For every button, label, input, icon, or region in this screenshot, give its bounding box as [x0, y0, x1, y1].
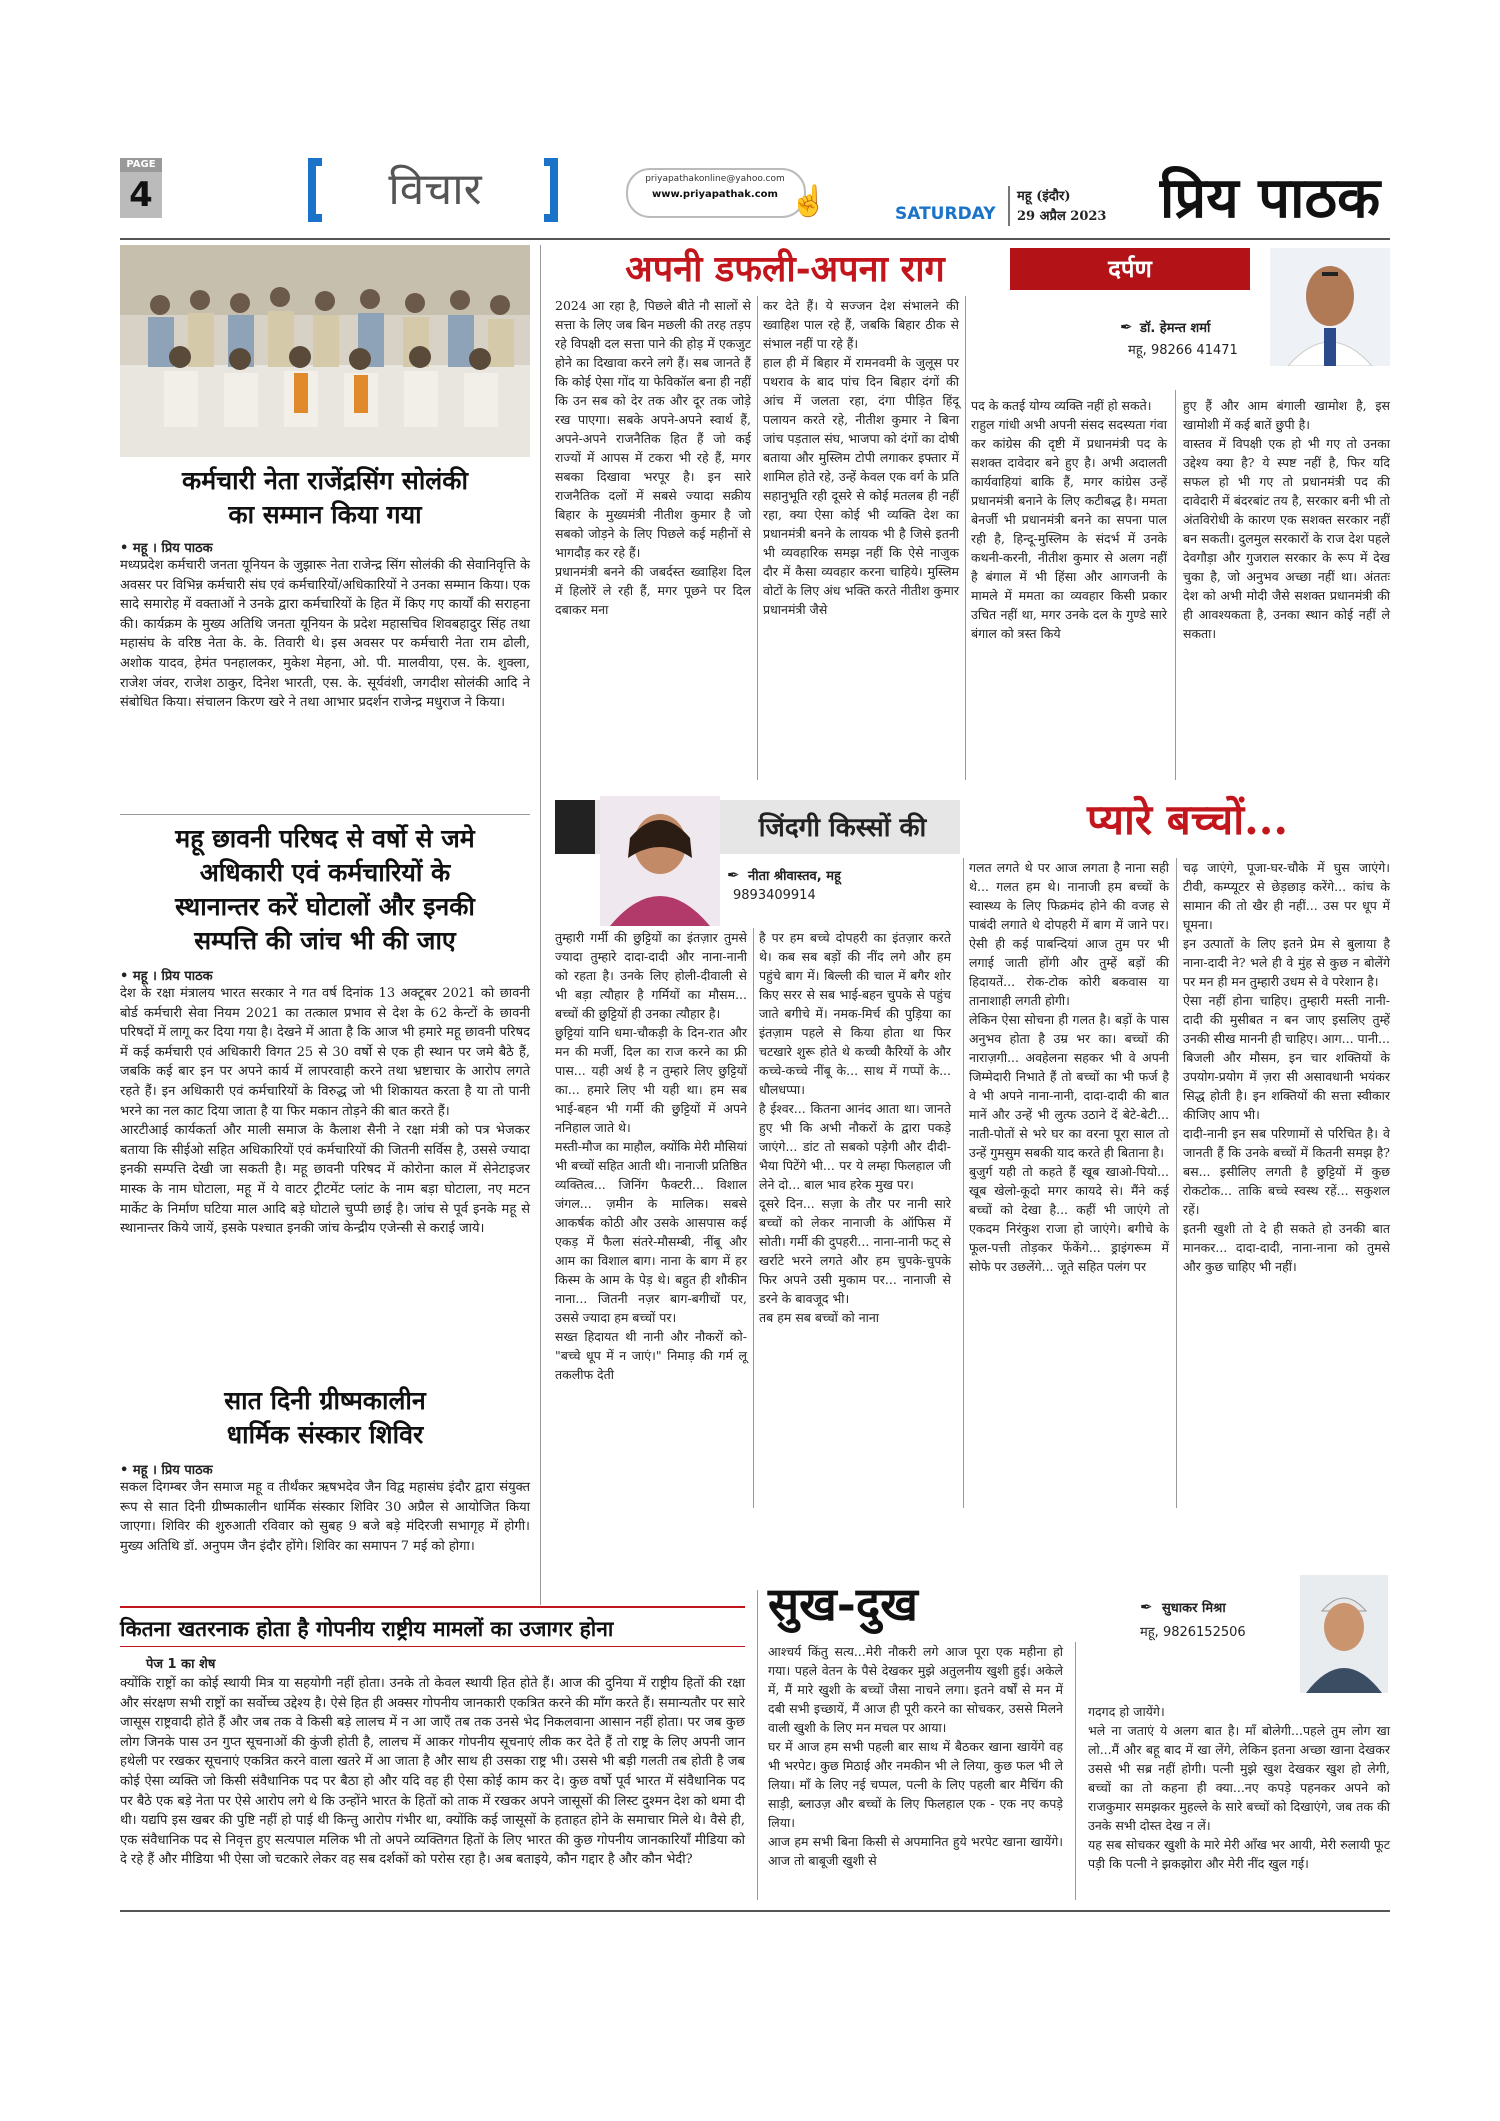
- article6-subhead: पेज 1 का शेष: [146, 1657, 216, 1672]
- article7-author-photo: [1300, 1575, 1388, 1693]
- page-number: 4: [120, 172, 162, 218]
- article2-headline: महू छावनी परिषद से वर्षो से जमे अधिकारी एवं कर्मचारियों के स्थानान्तर करें घोटालों और इनकी सम्पत्ति की जांच भी की जाए: [175, 824, 475, 955]
- contact-website[interactable]: www.priyapathak.com: [652, 189, 778, 200]
- col-sep-f: [1176, 858, 1177, 1508]
- article2-body: देश के रक्षा मंत्रालय भारत सरकार ने गत वर्ष दिनांक 13 अक्टूबर 2021 को छावनी बोर्ड कर्मचारी सेवा नियम 2021 का तत्काल प्रभाव से देश के 62 केन्टों के छावनी परिषदों में लागू कर दिया गया है। देखने में आता है कि आज भी हमारे महू छावनी परिषद में कई कर्मचारी एवं अधिकारी विगत 25 से 30 वर्षो से एक ही स्थान पर जमे बैठे हैं, जबकि कई बार इन पर अपने कार्य में लापरवाही करने तथा भ्रष्टाचार के आरोप लगते रहते हैं। इन अधिकारी एवं कर्मचारियों के विरुद्ध जो भी शिकायत करता है या तो पानी भरने का नल काट दिया जाता है या फिर मकान तोड़ने की बात करते हैं। आरटीआई कार्यकर्ता और माली समाज के कैलाश सैनी ने रक्षा मंत्री को पत्र भेजकर बताया कि सीईओ सहित अधिकारियों एवं कर्मचारियों की जितनी सर्विस है, उससे ज्यादा इनकी सम्पत्ति देखी जा सकती है। महू छावनी परिषद में कोरोना काल में सेनेटाइजर मास्क के नाम घोटाला, महू में ये वाटर ट्रीटमेंट प्लांट के नाम बड़ा घोटाला, नए मटन मार्केट के निर्माण घटिया माल आदि बड़े घोटाले चुप्पी छाई है। जांच से पूर्व इनके महू से स्थानान्तर किये जायें, इसके पश्चात इनकी जांच केन्द्रीय एजेन्सी से कराई जाये।: [120, 986, 530, 1237]
- section-bracket-left: [308, 158, 322, 222]
- article5-col4: चढ़ जाएंगे, पूजा-घर-चौके में घुस जाएंगे। टीवी, कम्प्यूटर से छेड़छाड़ करेंगे... कांच के सामान की तो खैर ही नहीं... उस पर धूप में घूमना। इन उत्पातों के लिए इतने प्रेम से बुलाया है नाना-दादी ने? भले ही वे मुंह से कुछ न बोलेंगे पर मन ही मन तुम्हारी उधम से वे परेशान है। ऐसा नहीं होना चाहिए। तुम्हारी मस्ती नानी-दादी की मुसीबत न बन जाए इसलिए तुम्हें उनकी सीख माननी ही चाहिए। आग... पानी... बिजली और मौसम, इन चार शक्तियों के उपयोग-प्रयोग में ज़रा सी असावधानी भयंकर सिद्ध होती है। इन शक्तियों की सत्ता स्वीकार कीजिए आप भी। दादी-नानी इन सब परिणामों से परिचित है। वे जानती हैं कि उनके बच्चों में कितनी समझ है? बस... इसीलिए लगती है छुट्टियों में कुछ रोकटोक... ताकि बच्चे स्वस्थ रहें... सकुशल रहें। इतनी खुशी तो दे ही सकते हो उनकी बात मानकर... दादा-दादी, नाना-नाना को तुमसे और कुछ चाहिए भी नहीं।: [1183, 860, 1390, 1274]
- darpan-author-photo: [1270, 248, 1390, 366]
- article1-body: मध्यप्रदेश कर्मचारी जनता यूनियन के जुझारू नेता राजेन्द्र सिंग सोलंकी की सेवानिवृत्ति के अवसर पर विभिन्न कर्मचारी संघ एवं कर्मचारियों/अधिकारियों ने उनका सम्मान किया। एक सादे समारोह में वक्ताओं ने उनके द्वारा कर्मचारियों के हित में किए गए कार्यों की सराहना की। कार्यक्रम के मुख्य अतिथि जनता यूनियन के प्रदेश महासचिव शिवबहादुर सिंह तथा महासंघ के वरिष्ठ नेता के. के. तिवारी थे। इस अवसर पर कर्मचारी नेता राम ढोली, अशोक यादव, हेमंत पनहालकर, मुकेश मेहना, ओ. पी. मालवीया, एस. के. शुक्ला, राजेश जंवर, राजेश ठाकुर, दिनेश भारती, एस. के. सूर्यवंशी, जगदीश सोलंकी आदि ने संबोधित किया। संचालन किरण खरे ने तथा आभार प्रदर्शन राजेन्द्र मधुराज ने किया।: [120, 558, 530, 711]
- column-rule-2: [757, 1590, 758, 1900]
- article4-col3: पद के कतई योग्य व्यक्ति नहीं हो सकते। राहुल गांधी अभी अपनी संसद सदस्यता गंवा कर कांग्रेस की दृष्टी में प्रधानमंत्री पद के सशक्त दावेदार बने हुए है। अभी अदालती कार्यवाहियां बाकि हैं, मगर कांग्रेस उन्हें प्रधानमंत्री बनाने के लिए कटीबद्ध है। ममता बेनर्जी भी प्रधानमंत्री बनने का सपना पाल रही है, हिन्दू-मुस्लिम के संदर्भ में उनके कथनी-करनी, नीतीश कुमार से अलग नहीं है बंगाल में भी हिंसा और आगजनी के मामले में ममता का व्यवहार किसी प्रकार उचित नहीं था, मगर उनके दल के गुण्डे सारे बंगाल को त्रस्त किये: [971, 398, 1167, 641]
- article6-body: क्योंकि राष्ट्रों का कोई स्थायी मित्र या सहयोगी नहीं होता। उनके तो केवल स्थायी हित होते हैं। आज की दुनिया में राष्ट्रीय हितों की रक्षा और संरक्षण सभी राष्ट्रों का सर्वोच्च उद्देश्य है। ऐसे हित ही अक्सर गोपनीय जानकारी एकत्रित करने की माँग करते हैं। समान्यतौर पर सारे जासूस राष्ट्रवादी होते हैं और जब तक वे किसी बड़े लालच में न आ जाएँ तब तक उनसे भेद निकलवाना आसान नहीं होता। पर जब कुछ लोग जिनके पास उन गुप्त सूचनाओं की कुंजी होती है, लालच में आकर गोपनीय सूचनाएं लीक कर देते हैं तो राष्ट्र के लिए अपनी जान हथेली पर रखकर सूचनाएं एकत्रित करने वाला खतरे में आ जाता है और साथ ही उसका राष्ट्र भी। उससे भी बड़ी गलती तब होती है जब कोई ऐसा व्यक्ति जो किसी संवैधानिक पद पर बैठा हो और यदि वह ही ऐसा कोई काम कर दे। कुछ वर्षो पूर्व भारत में संवैधानिक पद पर बैठे एक बड़े नेता पर ऐसे आरोप लगे थे कि उन्होंने भारत के हितों को ताक में रखकर अपने जासूसों की लिस्ट दुश्मन देश को थमा दी थी। यद्यपि इस खबर की पुष्टि नहीं हो पाई थी किन्तु आरोप गंभीर था, क्योंकि कई जासूसों के हताहत होने के समाचार मिले थे। वैसे ही, एक संवैधानिक पद से निवृत्त हुए सत्यपाल मलिक भी तो अपने व्यक्तिगत हितों के लिए भारत की कुछ गोपनीय जानकारियाँ मीडिया को दे रहे हैं और मीडिया भी ऐसा जो चटकारे लेकर वह सब दर्शकों को परोस रहा है। अब बताइये, कौन गद्दार है और कौन भेदी?: [120, 1676, 745, 1868]
- column-rule-1: [540, 245, 541, 1605]
- left-rule-1: [120, 814, 530, 815]
- article5-headline: प्यारे बच्चों...: [1087, 795, 1288, 844]
- felicitation-photo: [120, 245, 530, 457]
- article6-underline: [120, 1646, 745, 1647]
- article5-col2: है पर हम बच्चे दोपहरी का इंतज़ार करते थे। कब सब बड़ों की नींद लगे और हम पहुंचे बाग में। बिल्ली की चाल में बगैर शोर किए सरर से सब भाई-बहन चुपके से पहुंच जाते बगीचे में। नमक-मिर्च की पुड़िया का इंतज़ाम पहले से किया होता था फिर चटखारे शुरू होते थे कच्ची कैरियों के और कच्चे-कच्चे नींबू के... साथ में गप्पों के... धौलधप्पा। है ईश्वर... कितना आनंद आता था। जानते हुए भी कि अभी नौकरों के द्वारा पकड़े जाएंगे... डांट तो सबको पड़ेगी और दीदी-भैया पिटेंगे भी... पर ये लम्हा फिलहाल जी लेने दो... बाल भाव हरेक मुख पर। दूसरे दिन... सज़ा के तौर पर नानी सारे बच्चों को लेकर नानाजी के ऑफिस में सोती। गर्मी की दुपहरी... नाना-नानी फट् से खर्राटे भरने लगते और हम चुपके-चुपके फिर अपने उसी मुकाम पर... नानाजी से डरने के बावजूद भी। तब हम सब बच्चों को नाना: [759, 930, 951, 1325]
- section-title: विचार: [388, 164, 482, 215]
- bottom-rule: [120, 1910, 1390, 1912]
- cursor-hand-icon: ☝: [790, 184, 828, 219]
- col-sep-c: [1175, 390, 1176, 780]
- day-label: SATURDAY: [895, 204, 996, 224]
- article2-dateline: • महू । प्रिय पाठक: [120, 969, 213, 984]
- article7-col1: आश्चर्य किंतु सत्य...मेरी नौकरी लगे आज पूरा एक महीना हो गया। पहले वेतन के पैसे देखकर मुझे अतुलनीय खुशी हुई। अकेले में, मैं मारे खुशी के बच्चों जैसा नाचने लगा। इतने वर्षों से मन में दबी सभी इच्छायें, मैं आज ही पूरी करने का सोचकर, उससे मिलने वाली खुशी के लिए मन मचल पर आया। घर में आज हम सभी पहली बार साथ में बैठकर खाना खायेंगे वह भी भरपेट। कुछ मिठाई और नमकीन भी ले लिया, कुछ फल भी ले लिया। माँ के लिए नई चप्पल, पत्नी के लिए पहली बार मैचिंग की साड़ी, ब्लाउज़ और बच्चों के लिए फिलहाल एक - एक नए कपड़े लिया। आज हम सभी बिना किसी से अपमानित हुये भरपेट खाना खायेंगे। आज तो बाबूजी खुशी से: [768, 1644, 1063, 1868]
- masthead-rule: [120, 238, 1390, 240]
- col-sep-g: [1075, 1642, 1076, 1900]
- article1-dateline: • महू । प्रिय पाठक: [120, 541, 213, 556]
- col-sep-a: [757, 296, 758, 780]
- article3-headline: सात दिनी ग्रीष्मकालीन धार्मिक संस्कार शिविर: [224, 1386, 426, 1449]
- article7-pen-icon: ✒: [1140, 1598, 1153, 1616]
- col-sep-b: [965, 296, 966, 780]
- page-label: PAGE: [120, 158, 162, 172]
- darpan-pen-icon: ✒: [1120, 318, 1133, 336]
- newspaper-logo: प्रिय पाठक: [1159, 165, 1381, 231]
- darpan-phone: महू, 98266 41471: [1128, 343, 1238, 358]
- section-bracket-right: [544, 158, 558, 222]
- article7-col2: गदगद हो जायेंगे। भले ना जताएं ये अलग बात है। माँ बोलेगी...पहले तुम लोग खा लो...मैं और बहू बाद में खा लेंगे, लेकिन इतना अच्छा खाना देखकर उससे भी सब्र नहीं होगी। पत्नी मुझे खुश देखकर खुश हो लेगी, बच्चों का तो कहना ही क्या...नए कपड़े पहनकर अपने को राजकुमार समझकर मुहल्ले के सारे बच्चों को दिखाएंगे, जब तक की उनके सभी दोस्त देख न लें। यह सब सोचकर खुशी के मारे मेरी आँख भर आयी, मेरी रुलायी फूट पड़ी कि पत्नी ने झकझोरा और मेरी नींद खुल गई।: [1088, 1704, 1390, 1871]
- zindagi-author: नीता श्रीवास्तव, महू: [748, 869, 841, 884]
- article1-headline: कर्मचारी नेता राजेंद्रसिंग सोलंकी का सम्मान किया गया: [182, 466, 468, 529]
- zindagi-label: जिंदगी किस्सों की: [758, 813, 927, 843]
- zindagi-phone: 9893409914: [733, 888, 816, 903]
- article3-dateline: • महू । प्रिय पाठक: [120, 1463, 213, 1478]
- article4-headline: अपनी डफली-अपना राग: [625, 248, 945, 290]
- article7-phone: महू, 9826152506: [1140, 1625, 1246, 1640]
- bottom-rule-left: [120, 1606, 745, 1608]
- article4-col1: 2024 आ रहा है, पिछले बीते नौ सालों से सत्ता के लिए जब बिन मछली की तरह तड़प रहे विपक्षी दल सत्ता पाने की होड़ में एकजुट होने का दिखावा करने लगे हैं। सब जानते हैं कि कोई ऐसा गोंद या फेविकॉल बना ही नहीं कि उन सब को देर तक और दूर तक जोड़े रख पाएगा। सबके अपने-अपने स्वार्थ हैं, अपने-अपने राजनैतिक हित हैं जो कई राज्यों में आपस में टकरा भी रहे हैं, मगर सबका दिखावा भरपूर है। इन सारे राजनैतिक दलों में सबसे ज्यादा सक्रीय बिहार के मुख्यमंत्री नीतीश कुमार है जो सबको जोड़ने के लिए पिछले कई महीनों से भागदौड़ कर रहे हैं। प्रधानमंत्री बनने की जबर्दस्त ख्वाहिश दिल में हिलोरें ले रही हैं, मगर पूछने पर दिल दबाकर मना: [555, 298, 751, 617]
- darpan-label: दर्पण: [1108, 254, 1152, 283]
- article5-col1: तुम्हारी गर्मी की छुट्टियों का इंतज़ार तुमसे ज्यादा तुम्हारे दादा-दादी और नाना-नानी को रहता है। उनके लिए होली-दीवाली से भी बड़ा त्यौहार है गर्मियों का मौसम... बच्चों की छुट्टियों ही उनका त्यौहार है। छुट्टियां यानि धमा-चौकड़ी के दिन-रात और मन की मर्जी, दिल का राज करने का फ्री पास... यही अर्थ है न तुम्हारे लिए छुट्टियों का... हमारे लिए भी यही था। हम सब भाई-बहन भी गर्मी की छुट्टियों में अपने ननिहाल जाते थे। मस्ती-मौज का माहौल, क्योंकि मेरी मौसियां भी बच्चों सहित आती थी। नानाजी प्रतिष्ठित व्यक्तित्व... जिनिंग फैक्टरी... विशाल जंगल... ज़मीन के मालिक। सबसे आकर्षक कोठी और उसके आसपास कई एकड़ में फैला संतरे-मौसम्बी, नींबू और आम का विशाल बाग। नाना के बाग में हर किस्म के आम के पेड़ थे। बहुत ही शौकीन नाना... जितनी नज़र बाग-बगीचों पर, उससे ज्यादा हम बच्चों पर। सख्त हिदायत थी नानी और नौकरों को- "बच्चे धूप में न जाएं।" निमाड़ की गर्म लू तकलीफ देती: [555, 930, 747, 1382]
- article7-author: सुधाकर मिश्रा: [1162, 1601, 1226, 1616]
- article6-headline: कितना खतरनाक होता है गोपनीय राष्ट्रीय मामलों का उजागर होना: [120, 1616, 614, 1641]
- zindagi-author-photo: [600, 796, 720, 926]
- col-sep-e: [963, 858, 964, 1508]
- city-label: महू (इंदौर): [1017, 189, 1071, 204]
- article4-col2: कर देते हैं। ये सज्जन देश संभालने की ख्वाहिश पाल रहे हैं, जबकि बिहार ठीक से संभाल नहीं पा रहे हैं। हाल ही में बिहार में रामनवमी के जुलूस पर पथराव के बाद पांच दिन बिहार दंगों की आंच में जलता रहा, दंगा पीड़ित हिंदू पलायन करते रहे, नीतीश कुमार ने बिना जांच पड़ताल संघ, भाजपा को दंगों का दोषी बताया और मुस्लिम टोपी लगाकर इफ्तार में शामिल होते रहे, उन्हें केवल एक वर्ग के प्रति सहानुभूति रही दूसरे से कोई मतलब ही नहीं रहा, क्या ऐसा कोई भी व्यक्ति देश का प्रधानमंत्री बनने के लायक भी है जिसे इतनी भी व्यवहारिक समझ नहीं कि ऐसे नाजुक दौर में कैसा व्यवहार करना चाहिये। मुस्लिम वोटों के लिए अंध भक्ति करते नीतीश कुमार प्रधानमंत्री जैसे: [763, 298, 959, 617]
- contact-email[interactable]: priyapathakonline@yahoo.com: [645, 174, 785, 184]
- article4-col4: हुए हैं और आम बंगाली खामोश है, इस खामोशी में कई बातें छुपी है। वास्तव में विपक्षी एक हो भी गए तो उनका उद्देश्य क्या है? ये स्पष्ट नहीं है, फिर यदि सफल हो भी गए तो प्रधानमंत्री पद की दावेदारी में बंदरबांट तय है, सरकार बनी भी तो अंतविरोधी के कारण एक सशक्त सरकार नहीं बन सकती। दुलमुल सरकारों के राज देश पहले देवगौड़ा और गुजराल सरकार के रूप में देख चुका है, जो अनुभव अच्छा नहीं था। अंततः देश को अभी मोदी जैसे सशक्त प्रधानमंत्री की ही आवश्यकता है, उनका स्थान कोई नहीं ले सकता।: [1183, 398, 1390, 641]
- darpan-author: डॉ. हेमन्त शर्मा: [1140, 321, 1211, 336]
- article7-headline: सुख-दुख: [768, 1577, 918, 1631]
- article5-col3: गलत लगते थे पर आज लगता है नाना सही थे... गलत हम थे। नानाजी हम बच्चों के स्वास्थ्य के लिए फिक्रमंद होने की वजह से पाबंदी लगाते थे दोपहरी में बाग में जाने पर। ऐसी ही कई पाबन्दियां आज तुम पर भी लगाई जाती होंगी और तुम्हें बड़ों की हिदायतें... रोक-टोक कोरी बकवास या तानाशाही लगती होगी। लेकिन ऐसा सोचना ही गलत है। बड़ों के पास अनुभव होता है उम्र भर का। बच्चों की नाराज़गी... अवहेलना सहकर भी वे अपनी जिम्मेदारी निभाते हैं तो बच्चों का भी फर्ज है वे भी अपने नाना-नानी, दादा-दादी की बात मानें और उन्हें भी लुत्फ उठाने दें बेटे-बेटी... नाती-पोतों से भरे घर का वरना पूरा साल तो उन्हें गुमसुम सबकी याद करते ही बिताना है। बुजुर्ग यही तो कहते हैं खूब खाओ-पियो... खूब खेलो-कूदो मगर कायदे से। मैंने कई बच्चों को देखा है... कहीं भी जाएंगे तो एकदम निरंकुश राजा हो जाएंगे। बगीचे के फूल-पत्ती तोड़कर फेंकेंगे... ड्राइंगरूम में सोफे पर उछलेंगे... जूते सहित पलंग पर: [969, 860, 1169, 1274]
- masthead-divider: [1008, 186, 1010, 226]
- zindagi-pen-icon: ✒: [727, 866, 740, 884]
- article3-body: सकल दिगम्बर जैन समाज महू व तीर्थंकर ऋषभदेव जैन विद्व महासंघ इंदौर द्वारा संयुक्त रूप से सात दिनी ग्रीष्मकालीन धार्मिक संस्कार शिविर 30 अप्रैल से आयोजित किया जाएगा। शिविर की शुरुआती रविवार को सुबह 9 बजे बड़े मंदिरजी सभागृह में होगी। मुख्य अतिथि डॉ. अनुपम जैन इंदौर होंगे। शिविर का समापन 7 मई को होगा।: [120, 1480, 530, 1554]
- col-sep-d: [753, 928, 754, 1508]
- date-label: 29 अप्रैल 2023: [1017, 209, 1107, 224]
